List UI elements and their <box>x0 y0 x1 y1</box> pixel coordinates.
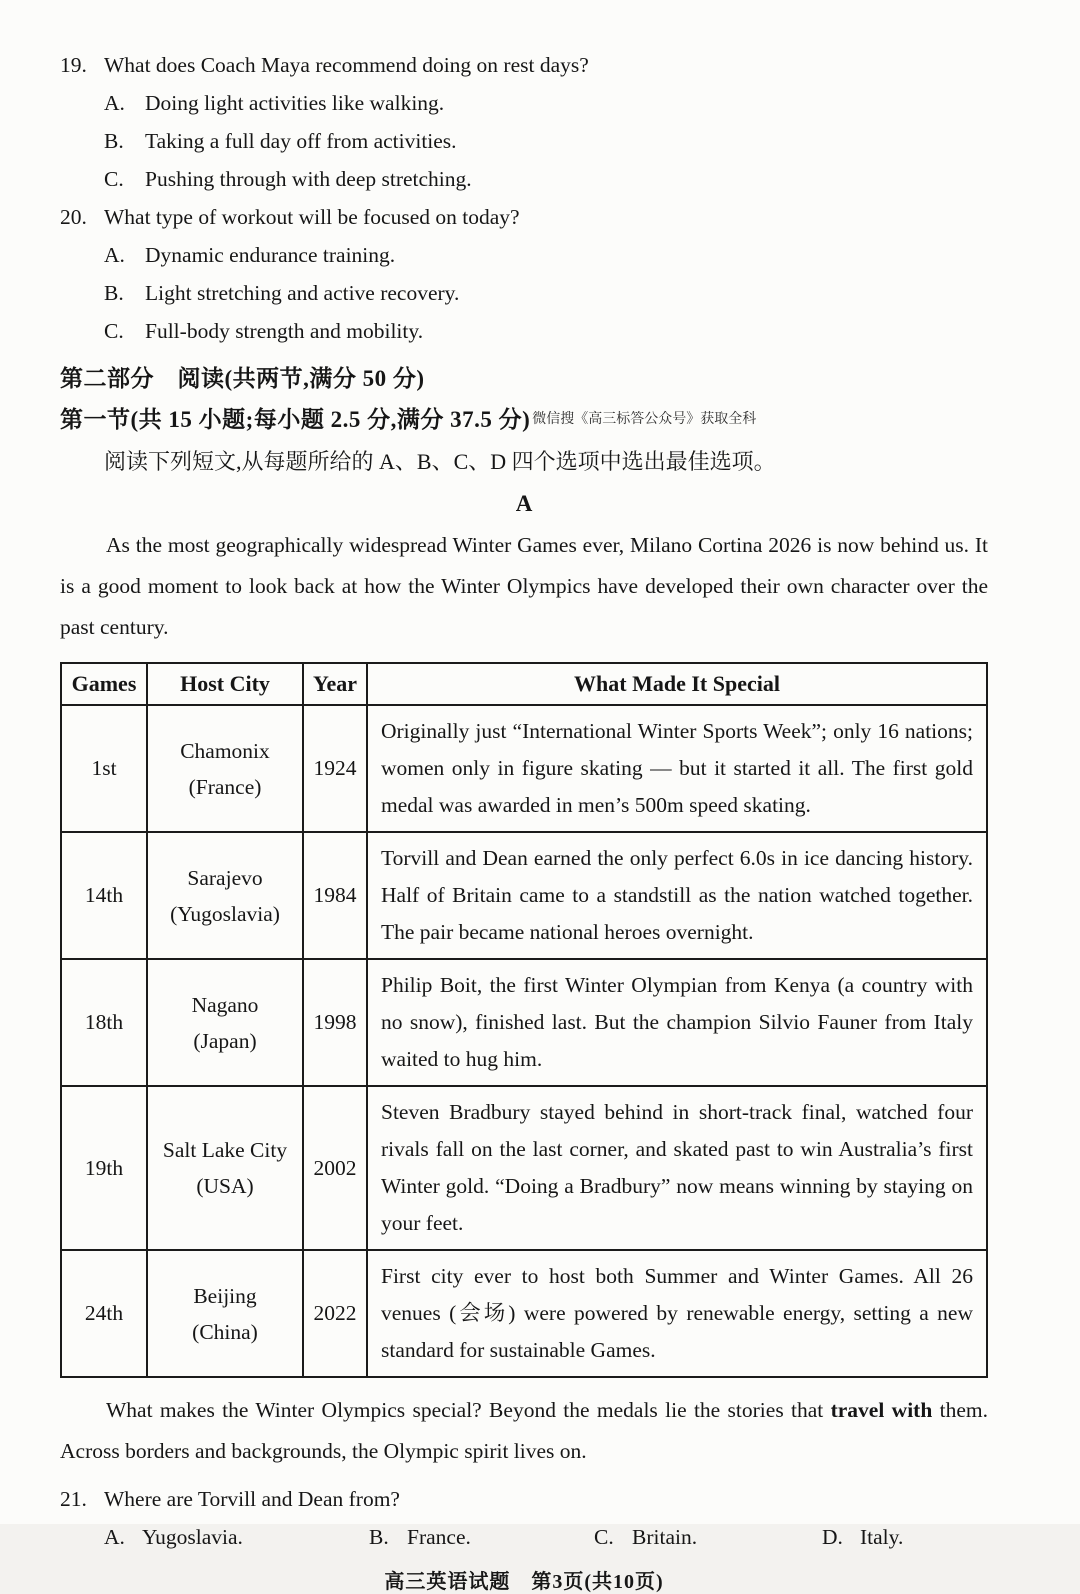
header-year: Year <box>303 663 367 705</box>
cell-special: First city ever to host both Summer and Winter Games. All 26 venues (会场) were powered by renewable energy, setting a new standard for sustainable Games. <box>367 1250 987 1377</box>
cell-year: 1924 <box>303 705 367 832</box>
question-21-options <box>104 1518 988 1557</box>
outro-text: What makes the Winter Olympics special? Beyond the medals lie the stories that <box>106 1398 831 1422</box>
option-label: B. <box>104 129 124 153</box>
section-one-heading: 第一节(共 15 小题;每小题 2.5 分,满分 37.5 分) <box>60 407 531 432</box>
host-city-country: (Japan) <box>193 1028 257 1053</box>
table-row <box>61 832 987 959</box>
cell-special: Originally just “International Winter Sports Week”; only 16 nations; women only in figure skating — but it started it all. The first gold medal was awarded in men’s 500m speed skating. <box>367 705 987 832</box>
host-city-name: Beijing <box>193 1283 257 1308</box>
option-text: Dynamic endurance training. <box>145 243 396 267</box>
cell-year: 1984 <box>303 832 367 959</box>
cell-special: Torvill and Dean earned the only perfect 6.0s in ice dancing history. Half of Britain came to a standstill as the nation watched together. The pair became national heroes overnight. <box>367 832 987 959</box>
question-20 <box>60 198 988 350</box>
cell-host-city <box>147 1250 303 1377</box>
host-city-country: (France) <box>188 774 262 799</box>
option-row <box>104 160 988 198</box>
question-text: What type of workout will be focused on today? <box>104 205 520 229</box>
cell-host-city <box>147 832 303 959</box>
host-city-country: (Yugoslavia) <box>170 901 280 926</box>
watermark-note: 微信搜《高三标答公众号》获取全科 <box>532 412 757 427</box>
option-text: Doing light activities like walking. <box>145 91 445 115</box>
option-row <box>104 84 988 122</box>
option-label: A. <box>104 243 125 267</box>
option-text: Light stretching and active recovery. <box>145 281 460 305</box>
table-body <box>61 705 987 1377</box>
option-text: Taking a full day off from activities. <box>145 129 457 153</box>
option-row <box>104 1518 369 1557</box>
option-label: D. <box>822 1525 843 1549</box>
option-row <box>104 122 988 160</box>
option-row <box>104 312 988 350</box>
cell-games: 18th <box>61 959 147 1086</box>
host-city-country: (China) <box>192 1319 258 1344</box>
host-city-name: Nagano <box>191 992 259 1017</box>
option-label: A. <box>104 1525 125 1549</box>
cell-year: 2002 <box>303 1086 367 1250</box>
option-row <box>822 1518 903 1557</box>
host-city-name: Chamonix <box>180 738 270 763</box>
host-city-country: (USA) <box>196 1174 254 1198</box>
cell-games: 24th <box>61 1250 147 1377</box>
cell-host-city <box>147 959 303 1086</box>
cell-host-city <box>147 705 303 832</box>
outro-bold-text: travel with <box>830 1398 933 1422</box>
cell-games: 19th <box>61 1086 147 1250</box>
option-row <box>104 274 988 312</box>
option-row <box>594 1518 822 1557</box>
option-text: Italy. <box>860 1525 904 1549</box>
table-header-row <box>61 663 987 705</box>
outro-text: them. Across borders and backgrounds, the Olympic spirit lives on. <box>60 1398 988 1463</box>
option-text: France. <box>407 1525 471 1549</box>
option-text: Full-body strength and mobility. <box>145 319 424 343</box>
passage-intro: As the most geographically widespread Winter Games ever, Milano Cortina 2026 is now behind us. It is a good moment to look back at how the Winter Olympics have developed their own character over the past century. <box>60 533 988 639</box>
table-row <box>61 705 987 832</box>
option-label: C. <box>104 319 124 343</box>
option-text: Yugoslavia. <box>142 1525 243 1549</box>
header-special: What Made It Special <box>367 663 987 705</box>
option-row <box>369 1518 594 1557</box>
question-number: 21. <box>60 1487 87 1511</box>
cell-games: 1st <box>61 705 147 832</box>
option-label: A. <box>104 91 125 115</box>
host-city-name: Salt Lake City <box>162 1138 288 1162</box>
question-text: Where are Torvill and Dean from? <box>104 1487 400 1511</box>
table-row <box>61 1086 987 1250</box>
option-label: C. <box>594 1525 614 1549</box>
reading-instruction: 阅读下列短文,从每题所给的 A、B、C、D 四个选项中选出最佳选项。 <box>104 449 776 474</box>
question-number: 19. <box>60 53 87 77</box>
cell-year: 1998 <box>303 959 367 1086</box>
cell-host-city <box>147 1086 303 1250</box>
cell-year: 2022 <box>303 1250 367 1377</box>
option-text: Pushing through with deep stretching. <box>145 167 472 191</box>
table-row <box>61 959 987 1086</box>
host-city-name: Sarajevo <box>187 865 263 890</box>
option-label: B. <box>104 281 124 305</box>
option-row <box>104 236 988 274</box>
cell-special: Philip Boit, the first Winter Olympian from Kenya (a country with no snow), finished last. But the champion Silvio Fauner from Italy waited to hug him. <box>367 959 987 1086</box>
question-21 <box>60 1480 988 1557</box>
option-label: C. <box>104 167 124 191</box>
option-text: Britain. <box>632 1525 698 1549</box>
header-host-city: Host City <box>147 663 303 705</box>
part-two-heading: 第二部分 阅读(共两节,满分 50 分) <box>60 366 425 391</box>
passage-label-a: A <box>515 491 533 516</box>
question-number: 20. <box>60 205 87 229</box>
option-label: B. <box>369 1525 389 1549</box>
cell-special: Steven Bradbury stayed behind in short-track final, watched four rivals fall on the last corner, and skated past to win Australia’s first Winter gold. “Doing a Bradbury” now means winning by staying on your feet. <box>367 1086 987 1250</box>
passage-outro <box>60 1390 988 1472</box>
table-row <box>61 1250 987 1377</box>
section-one-heading-row <box>60 399 988 441</box>
cell-games: 14th <box>61 832 147 959</box>
question-19 <box>60 46 988 198</box>
question-text: What does Coach Maya recommend doing on rest days? <box>104 53 589 77</box>
olympics-table <box>60 662 988 1378</box>
header-games: Games <box>61 663 147 705</box>
page-footer: 高三英语试题 第3页(共10页) <box>384 1571 664 1593</box>
